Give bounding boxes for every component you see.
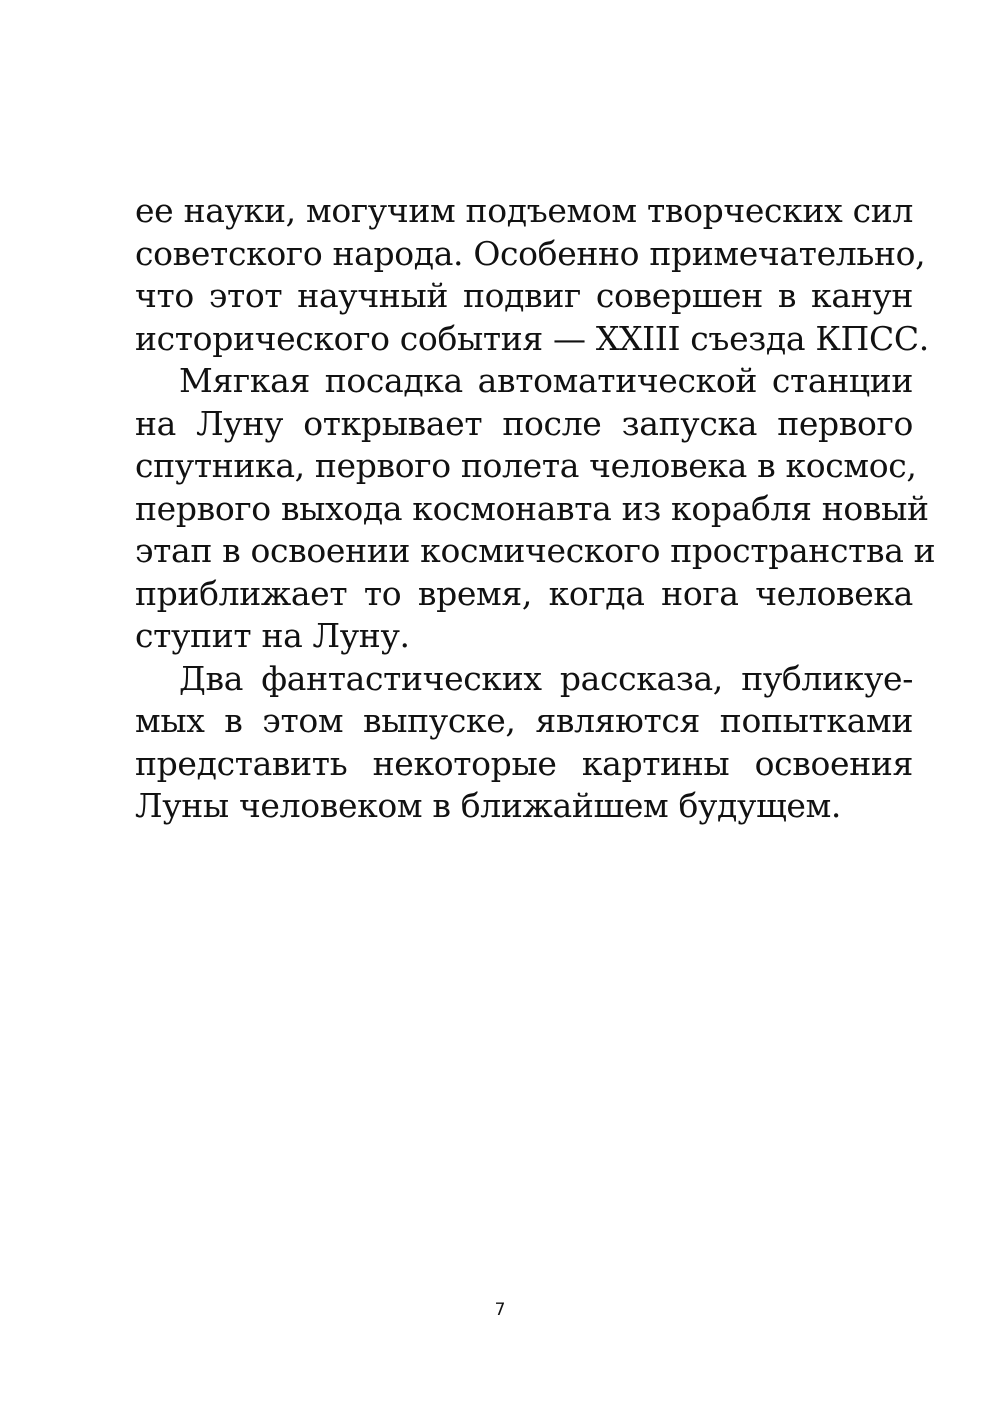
text-line: Два фантастических рассказа, публикуе- (179, 658, 913, 698)
text-line: этап в освоении космического пространства и (135, 531, 936, 570)
text-line: представить некоторые картины освоения (135, 743, 913, 783)
text-line: Луны человеком в ближайшем будущем. (135, 786, 842, 825)
text-line: на Луну открывает после запуска первого (135, 403, 913, 443)
text-line: исторического события — XXIII съезда КПСС. (135, 318, 929, 358)
text-line: первого выхода космонавта из корабля новый (135, 488, 929, 528)
page-number: 7 (494, 1300, 506, 1320)
text-line: что этот научный подвиг совершен в канун (135, 276, 913, 315)
text-line: приближает то время, когда нога человека (135, 573, 913, 613)
text-line: спутника, первого полета человека в космос, (135, 446, 917, 485)
text-line: советского народа. Особенно примечательно, (135, 233, 926, 273)
paragraph-1 (135, 190, 929, 360)
text-line: Мягкая посадка автоматической станции (179, 361, 913, 400)
text-line: ее науки, могучим подъемом творческих сил (135, 191, 913, 230)
paragraph-3 (135, 658, 913, 828)
paragraph-2 (135, 360, 936, 658)
text-line: ступит на Луну. (135, 616, 410, 655)
text-line: мых в этом выпуске, являются попытками (135, 701, 913, 740)
body-text (135, 190, 936, 828)
